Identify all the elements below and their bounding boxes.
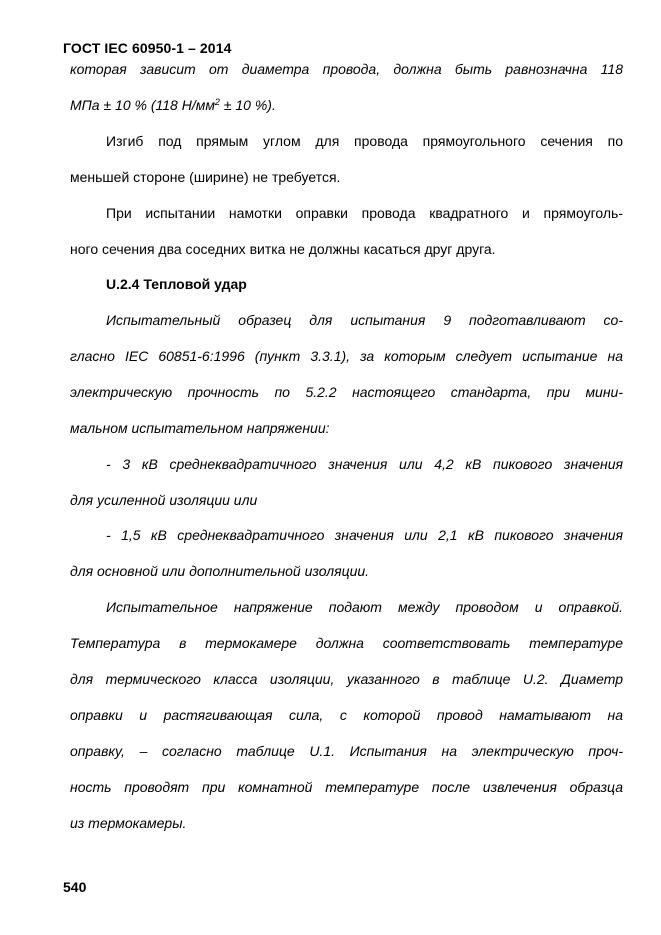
text-line: Испытательный образец для испытания 9 подготавливают со- <box>106 312 623 328</box>
list-item: - 3 кВ среднеквадратичного значения или 4,2 кВ пикового значения <box>106 456 623 472</box>
text-line: Изгиб под прямым углом для провода прямоугольного сечения по <box>106 133 623 149</box>
text-line: ность проводят при комнатной температуре после извлечения образца <box>70 779 623 795</box>
text-line: оправки и растягивающая сила, с которой провод наматывают на <box>70 707 623 723</box>
text-line <box>70 96 623 114</box>
text-line: электрическую прочность по 5.2.2 настоящего стандарта, при мини- <box>70 384 623 400</box>
text-line: Испытательное напряжение подают между проводом и оправкой. <box>106 599 623 615</box>
text-line: гласно IEC 60851-6:1996 (пункт 3.3.1), за которым следует испытание на <box>70 348 623 364</box>
text-line: для термического класса изоляции, указанного в таблице U.2. Диаметр <box>70 671 623 687</box>
list-item: - 1,5 кВ среднеквадратичного значения или 2,1 кВ пикового значения <box>106 527 623 543</box>
page-number: 540 <box>63 879 87 895</box>
text-line: меньшей стороне (ширине) не требуется. <box>70 169 341 185</box>
section-heading: U.2.4 Тепловой удар <box>106 276 247 292</box>
text-line: мальном испытательном напряжении: <box>70 420 330 436</box>
text-line: оправку, – согласно таблице U.1. Испытания на электрическую проч- <box>70 743 623 759</box>
text-line: Температура в термокамере должна соответствовать температуре <box>70 635 623 651</box>
text-fragment: МПа ± 10 % (118 Н/мм <box>70 97 215 113</box>
text-line: для основной или дополнительной изоляции. <box>70 563 370 579</box>
text-line: При испытании намотки оправки провода квадратного и прямоуголь- <box>106 205 623 221</box>
text-line: для усиленной изоляции или <box>70 492 258 508</box>
document-header: ГОСТ IEC 60950-1 – 2014 <box>63 40 232 56</box>
text-line: из термокамеры. <box>70 815 187 831</box>
text-line: ного сечения два соседних витка не должны касаться друг друга. <box>70 241 496 257</box>
text-fragment: ± 10 %). <box>219 97 276 113</box>
text-line: которая зависит от диаметра провода, должна быть равнозначна 118 <box>70 61 623 77</box>
superscript: 2 <box>214 97 220 107</box>
